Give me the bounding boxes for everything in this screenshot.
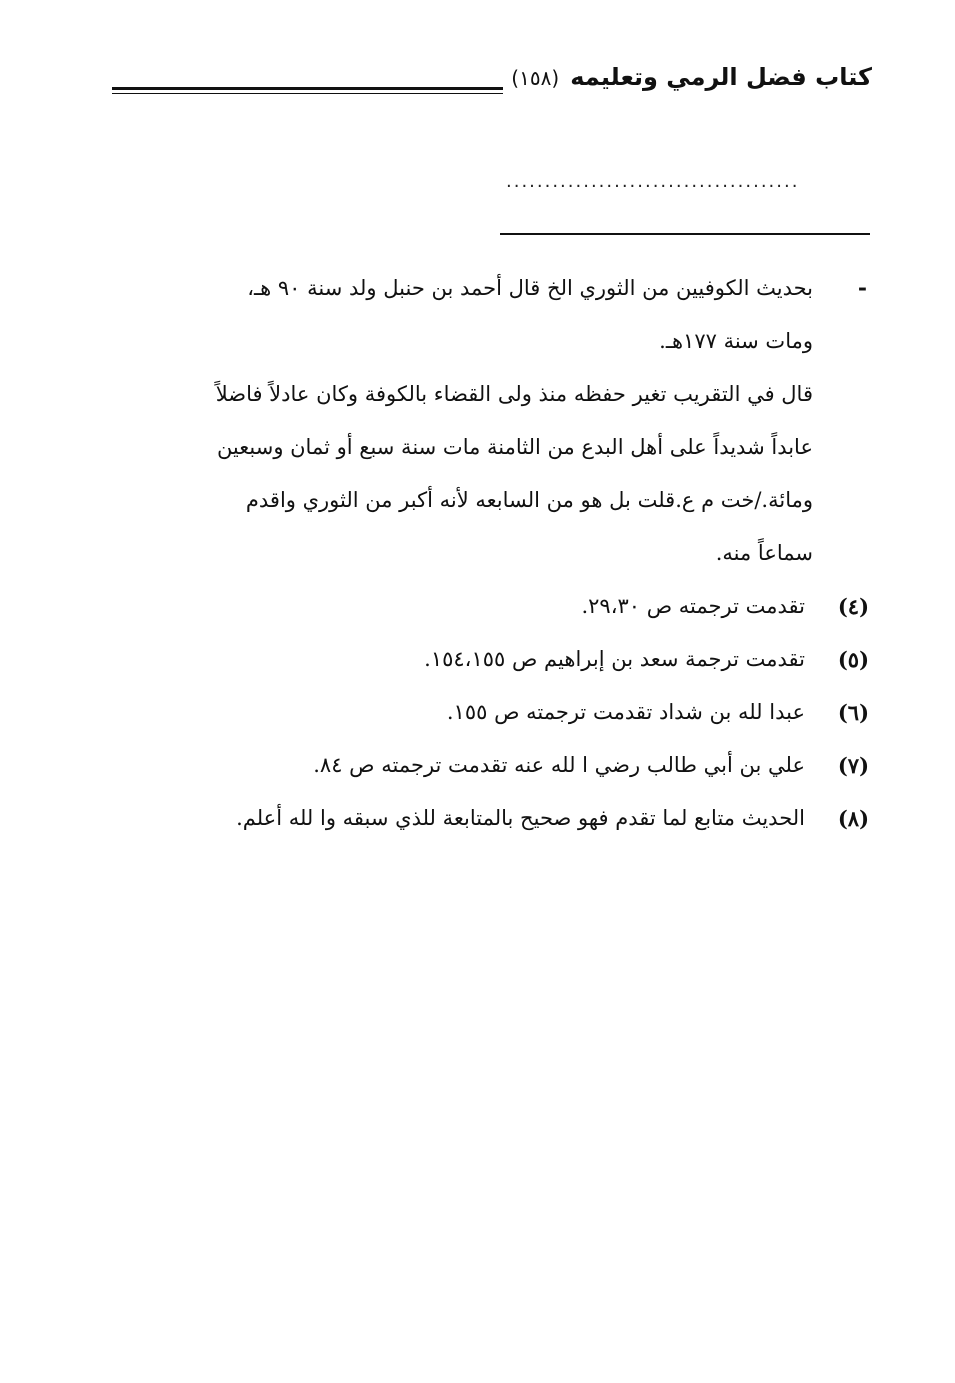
- footnote-number: (٨): [837, 806, 869, 831]
- paragraph-line: عابداً شديداً على أهل البدع من الثامنة مات سنة سبع أو ثمان وسبعين: [216, 435, 813, 459]
- continued-footnote: [129, 262, 869, 580]
- footnote-8: [129, 792, 869, 845]
- footnote-text: علي بن أبي طالب رضي ا لله عنه تقدمت ترجمته ص ٨٤.: [313, 753, 805, 777]
- footnote-6: [129, 686, 869, 739]
- footnote-number: (٥): [837, 647, 869, 672]
- paragraph-line: قال في التقريب تغير حفظه منذ ولى القضاء بالكوفة وكان عادلاً فاضلاً: [215, 382, 813, 406]
- footnote-line: ومات سنة ١٧٧هـ.: [659, 329, 813, 353]
- footnote-text: تقدمت ترجمته ص ٢٩،٣٠.: [581, 594, 805, 618]
- dotted-separator: ......................................: [506, 172, 800, 192]
- footnote-5: [129, 633, 869, 686]
- footnote-number: (٦): [837, 700, 869, 725]
- footnote-line: بحديث الكوفيين من الثوري الخ قال أحمد بن حنبل ولد سنة ٩٠ هـ،: [247, 276, 813, 300]
- footnote-number: (٤): [837, 594, 869, 619]
- footnote-text: عبدا لله بن شداد تقدمت ترجمته ص ١٥٥.: [446, 700, 805, 724]
- footnote-text: تقدمت ترجمة سعد بن إبراهيم ص ١٥٤،١٥٥.: [424, 647, 805, 671]
- footnotes-body: [129, 262, 869, 845]
- footnote-text: الحديث متابع لما تقدم فهو صحيح بالمتابعة للذي سبقه وا لله أعلم.: [236, 806, 805, 830]
- header-title-wrap: [503, 60, 872, 95]
- dash-mark: -: [857, 275, 867, 301]
- footnote-number: (٧): [837, 753, 869, 778]
- running-header: [112, 60, 872, 104]
- paragraph-line: سماعاً منه.: [715, 541, 813, 565]
- footnote-4: [129, 580, 869, 633]
- book-title: كتاب فضل الرمي وتعليمه: [570, 63, 872, 91]
- footnote-separator-line: [500, 233, 870, 235]
- page-number: (١٥٨): [511, 66, 560, 90]
- paragraph-line: ومائة./خت م ع.قلت بل هو من السابعه لأنه أكبر من الثوري واقدم: [245, 488, 813, 512]
- footnote-7: [129, 739, 869, 792]
